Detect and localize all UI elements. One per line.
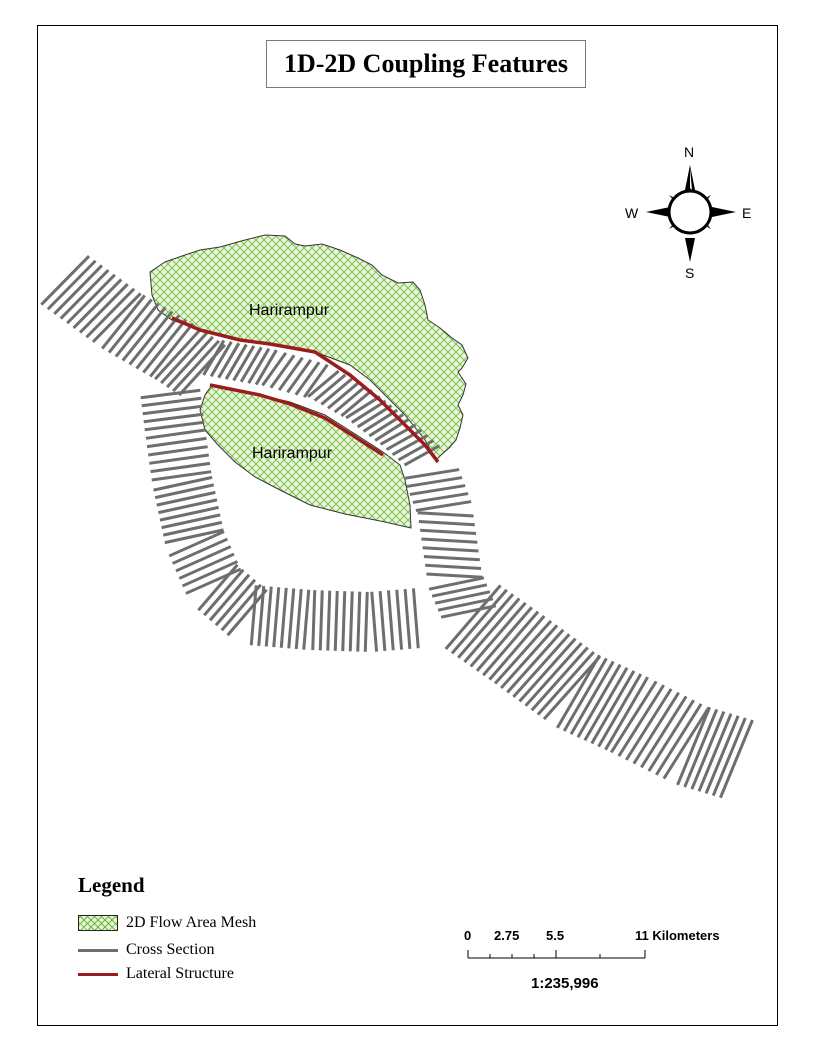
cross-section-line [304,590,309,650]
north-label: N [684,144,695,160]
cross-section-line [216,580,255,626]
place-label-harirampur-south: Harirampur [252,445,333,462]
legend-item-cross-section [78,939,214,961]
scale-tick-2: 5.5 [546,928,565,943]
scale-tick-3: 11 Kilometers [635,928,720,943]
cross-section-line [592,671,634,744]
cross-section-line [358,592,360,652]
cross-section-line [419,521,475,524]
cross-section-line [713,718,745,796]
legend-label: Cross Section [126,941,215,958]
cross-section-line [420,530,476,533]
place-label-harirampur-north: Harirampur [249,302,330,319]
cross-section-line [147,438,206,446]
scale-tick-1: 2.75 [494,928,520,943]
cross-section-line [144,414,204,421]
cross-section-line [416,502,471,511]
cross-section-line [619,685,664,756]
cross-section-line [413,494,468,503]
cross-section-line [585,668,627,741]
map-title: 1D-2D Coupling Features [283,49,569,78]
cross-section-line [393,435,428,454]
cross-section-line [413,588,418,648]
cross-section-line [388,590,393,650]
cross-section-line [557,655,599,728]
cross-section-line [266,587,271,647]
cross-section-line [142,398,202,405]
cross-section-line [320,590,322,650]
cross-section-line [313,590,315,650]
cross-section-line [407,478,462,487]
legend-title: Legend [78,873,145,897]
cross-section-line [599,674,641,747]
cross-section-line [641,696,686,767]
cross-section-line [706,716,738,794]
cross-section-line [405,589,410,649]
cross-section-line [145,422,205,429]
scale-ratio: 1:235,996 [531,975,599,992]
east-label: E [742,205,752,221]
cross-section-line [328,591,330,651]
cross-section-line [173,341,219,391]
legend-item-mesh [78,912,256,934]
south-label: S [685,265,695,281]
cross-section-line [692,712,724,790]
cross-section-line [425,565,481,568]
cross-section-line [418,513,474,516]
map-title-box [266,40,586,88]
cross-section-line [387,430,422,449]
cross-section-line [148,447,207,455]
cross-section-line [149,455,208,463]
cross-section-line [380,591,385,651]
cross-section-line [143,406,203,413]
north-arrow-icon [646,165,736,262]
cross-section-line [564,658,606,731]
west-label: W [625,205,639,221]
cross-section-line [343,591,345,651]
cross-section-line [350,591,352,651]
lateral-structure-swatch-icon [78,973,118,976]
cross-section-line [372,592,377,652]
cross-section-line [167,337,213,387]
cross-section-line [404,470,459,479]
cross-section-line [611,681,656,752]
legend-label: Lateral Structure [126,965,234,982]
cross-section-line [423,548,479,551]
scale-tick-0: 0 [464,928,472,943]
scale-bar [468,950,645,958]
cross-section-swatch-icon [78,949,118,952]
cross-section-line [141,390,201,397]
cross-section-line [699,714,731,792]
cross-section-line [146,430,205,438]
cross-section-line [426,574,482,577]
cross-section-line [424,556,480,559]
cross-section-line [289,589,294,649]
cross-section-line [410,486,465,495]
mesh-swatch-icon [78,915,118,931]
cross-section-line [151,463,210,471]
cross-section-line [720,720,752,798]
legend-label: 2D Flow Area Mesh [126,914,257,931]
cross-section-line [296,589,301,649]
cross-section-line [281,588,286,648]
cross-section-line [421,539,477,542]
cross-section-line [274,587,279,647]
cross-section-line [397,590,402,650]
legend-item-lateral-structure [78,963,234,985]
cross-section-line [365,592,367,652]
cross-section-line [634,693,679,764]
cross-section-line [335,591,337,651]
